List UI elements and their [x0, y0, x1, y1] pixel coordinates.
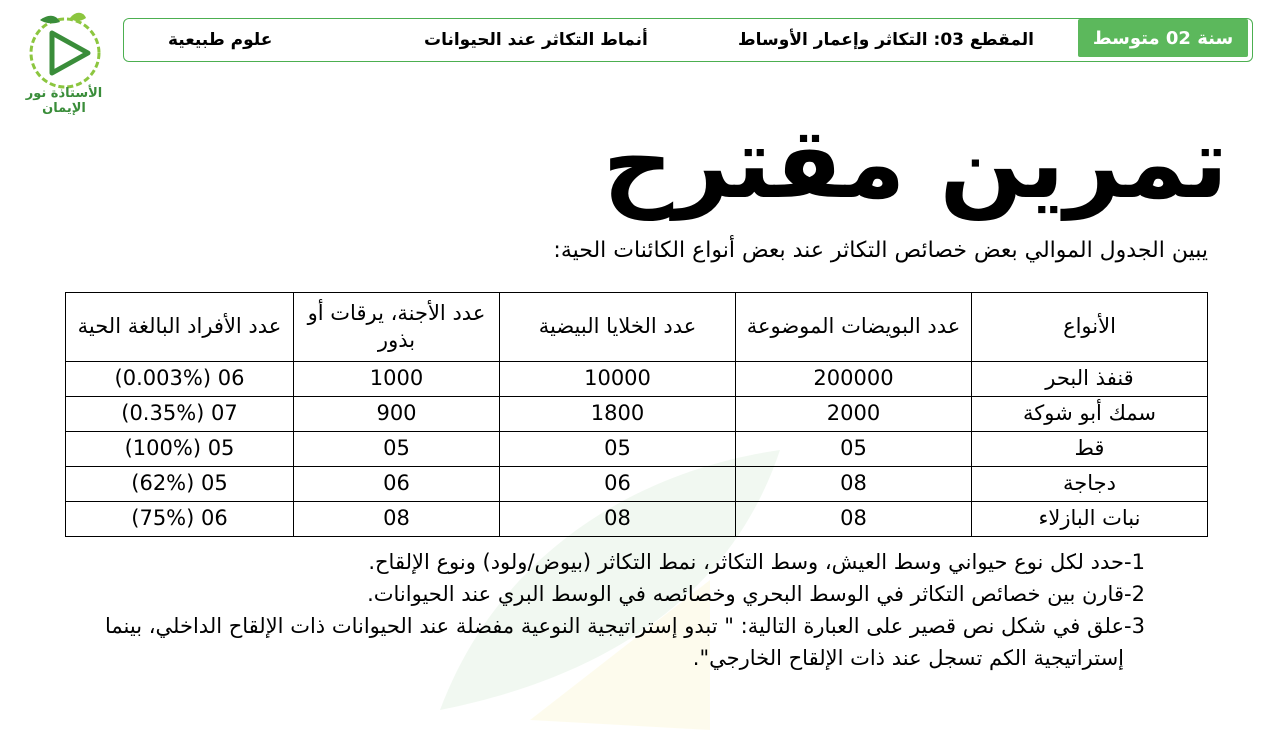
- table-cell: 05 (62%): [66, 467, 294, 502]
- question-number: -2: [1124, 582, 1145, 606]
- questions-list: [74, 546, 1174, 674]
- logo-caption: الأستاذة نور الإيمان: [25, 86, 103, 116]
- unit-label: المقطع 03: التكاثر وإعمار الأوساط: [738, 30, 1034, 50]
- question-number: -1: [1124, 550, 1145, 574]
- table-cell: 10000: [500, 362, 736, 397]
- table-header-row: [66, 293, 1208, 362]
- header-adults: عدد الأفراد البالغة الحية: [66, 293, 294, 362]
- question-item: [74, 546, 1174, 578]
- table-cell: دجاجة: [972, 467, 1208, 502]
- table-row: [66, 432, 1208, 467]
- table-cell: 06 (75%): [66, 502, 294, 537]
- table-cell: 08: [736, 502, 972, 537]
- question-item: [74, 610, 1174, 674]
- table-cell: 06: [294, 467, 500, 502]
- table-cell: 1000: [294, 362, 500, 397]
- table-cell: 05: [500, 432, 736, 467]
- table-row: [66, 362, 1208, 397]
- table-cell: 05 (100%): [66, 432, 294, 467]
- table-row: [66, 397, 1208, 432]
- table-cell: 07 (0.35%): [66, 397, 294, 432]
- intro-text: يبين الجدول الموالي بعض خصائص التكاثر عند بعض أنواع الكائنات الحية:: [553, 238, 1208, 263]
- table-cell: 06 (0.003%): [66, 362, 294, 397]
- question-text: حدد لكل نوع حيواني وسط العيش، وسط التكاثر، نمط التكاثر (بيوض/ولود) ونوع الإلقاح.: [368, 550, 1124, 574]
- table-cell: 08: [500, 502, 736, 537]
- year-badge: سنة 02 متوسط: [1078, 19, 1248, 57]
- question-text: قارن بين خصائص التكاثر في الوسط البحري وخصائصه في الوسط البري عند الحيوانات.: [367, 582, 1124, 606]
- table-row: [66, 502, 1208, 537]
- table-cell: 05: [294, 432, 500, 467]
- question-number: -3: [1124, 614, 1145, 638]
- header-embryos: عدد الأجنة، يرقات أو بذور: [294, 293, 500, 362]
- table-cell: 08: [736, 467, 972, 502]
- table-cell: قط: [972, 432, 1208, 467]
- topic-label: أنماط التكاثر عند الحيوانات: [424, 30, 648, 50]
- header-eggs-laid: عدد البويضات الموضوعة: [736, 293, 972, 362]
- subject-label: علوم طبيعية: [168, 30, 273, 50]
- table-cell: 900: [294, 397, 500, 432]
- reproduction-table: [65, 292, 1208, 537]
- header-egg-cells: عدد الخلايا البيضية: [500, 293, 736, 362]
- table-cell: 05: [736, 432, 972, 467]
- page-title: تمرين مقترح: [602, 107, 1228, 221]
- table-cell: 200000: [736, 362, 972, 397]
- table-cell: 08: [294, 502, 500, 537]
- table-cell: قنفذ البحر: [972, 362, 1208, 397]
- question-text: علق في شكل نص قصير على العبارة التالية: " تبدو إستراتيجية النوعية مفضلة عند الحيوانات ذات الإلقاح الداخلي، بينما إستراتيجية الكم تسجل عند ذات الإلقاح الخارجي".: [105, 614, 1124, 670]
- table-cell: سمك أبو شوكة: [972, 397, 1208, 432]
- table-cell: 2000: [736, 397, 972, 432]
- table-cell: 06: [500, 467, 736, 502]
- table-row: [66, 467, 1208, 502]
- table-cell: نبات البازلاء: [972, 502, 1208, 537]
- question-item: [74, 578, 1174, 610]
- table-cell: 1800: [500, 397, 736, 432]
- header-species: الأنواع: [972, 293, 1208, 362]
